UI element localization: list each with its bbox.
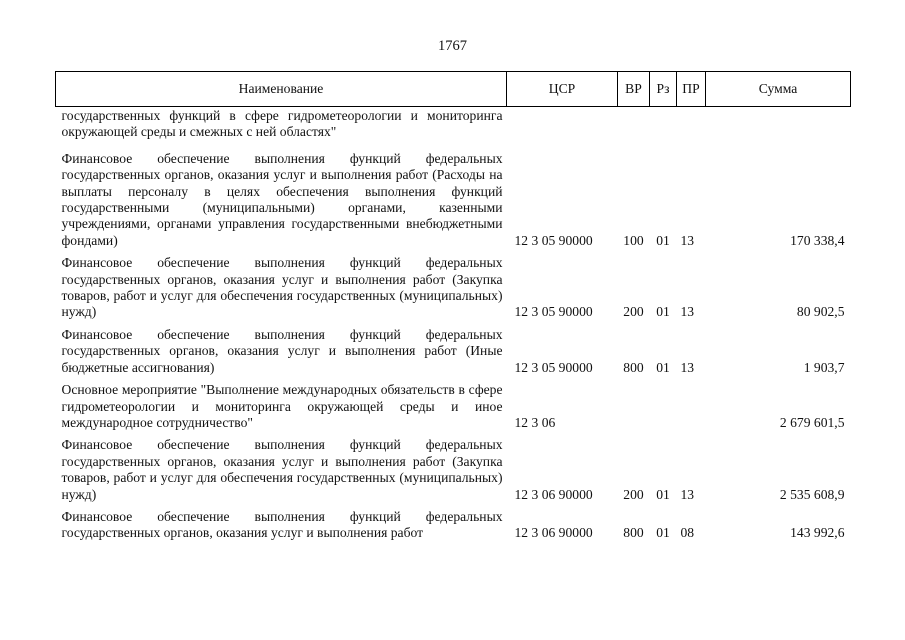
header-csr: ЦСР bbox=[507, 72, 618, 107]
table-row bbox=[56, 382, 851, 437]
row-name: Финансовое обеспечение выполнения функций федеральных государственных органов, оказания услуг и выполнения работ (Закупка товаров, работ и услуг для обеспечения государственных (муниципальных) нужд) bbox=[61, 255, 503, 320]
table-row bbox=[56, 255, 851, 327]
header-rz: Рз bbox=[650, 72, 677, 107]
budget-table bbox=[55, 71, 851, 548]
table-row bbox=[56, 151, 851, 255]
row-name: Финансовое обеспечение выполнения функций федеральных государственных органов, оказания услуг и выполнения работ (Закупка товаров, работ и услуг для обеспечения государственных (муниципальных) нужд) bbox=[61, 437, 503, 502]
row-name: Основное мероприятие "Выполнение международных обязательств в сфере гидрометеорологии и мониторинга окружающей среды и иное международное сотрудничество" bbox=[61, 382, 503, 430]
row-name: Финансовое обеспечение выполнения функций федеральных государственных органов, оказания услуг и выполнения работ bbox=[61, 508, 503, 541]
row-sum: 2 535 608,9 bbox=[779, 486, 845, 502]
row-csr bbox=[507, 107, 618, 151]
row-csr: 12 3 06 90000 bbox=[514, 525, 593, 541]
row-csr: 12 3 05 90000 bbox=[514, 359, 593, 375]
row-rz: 01 bbox=[656, 486, 670, 502]
table-row bbox=[56, 437, 851, 509]
table-row bbox=[56, 107, 851, 151]
row-rz bbox=[650, 107, 677, 151]
row-csr: 12 3 05 90000 bbox=[514, 304, 593, 320]
row-name: Финансовое обеспечение выполнения функций федеральных государственных органов, оказания услуг и выполнения работ (Расходы на выплаты персоналу в целях обеспечения выполнения функций государственными (муниципальными) органами, казенными учреждениями, органами управления государственными внебюджетными фондами) bbox=[61, 150, 503, 248]
row-vr: 200 bbox=[623, 486, 644, 502]
header-name: Наименование bbox=[56, 72, 507, 107]
row-csr: 12 3 06 bbox=[514, 414, 556, 430]
row-csr: 12 3 05 90000 bbox=[514, 232, 593, 248]
row-name: Финансовое обеспечение выполнения функций федеральных государственных органов, оказания услуг и выполнения работ (Иные бюджетные ассигнования) bbox=[61, 326, 503, 375]
row-rz: 01 bbox=[656, 304, 670, 320]
row-vr: 200 bbox=[623, 304, 644, 320]
row-rz bbox=[650, 382, 677, 437]
table-row bbox=[56, 327, 851, 382]
row-name: государственных функций в сфере гидрометеорологии и мониторинга окружающей среды и смежных с ней областях" bbox=[61, 108, 503, 140]
row-pr: 13 bbox=[680, 304, 695, 320]
row-vr bbox=[618, 107, 650, 151]
row-sum: 143 992,6 bbox=[790, 525, 845, 541]
row-vr: 800 bbox=[623, 359, 644, 375]
header-pr: ПР bbox=[677, 72, 706, 107]
table-header-row bbox=[56, 72, 851, 107]
row-rz: 01 bbox=[656, 232, 670, 248]
row-sum bbox=[706, 107, 851, 151]
row-pr: 13 bbox=[680, 486, 695, 502]
row-pr bbox=[677, 107, 706, 151]
table-row bbox=[56, 509, 851, 548]
row-sum: 1 903,7 bbox=[803, 359, 845, 375]
row-sum: 2 679 601,5 bbox=[779, 414, 845, 430]
row-sum: 80 902,5 bbox=[796, 304, 845, 320]
header-vr: ВР bbox=[618, 72, 650, 107]
row-csr: 12 3 06 90000 bbox=[514, 486, 593, 502]
row-pr: 13 bbox=[680, 232, 695, 248]
row-sum: 170 338,4 bbox=[790, 232, 845, 248]
row-rz: 01 bbox=[656, 359, 670, 375]
row-pr bbox=[677, 382, 706, 437]
row-vr: 100 bbox=[623, 232, 644, 248]
row-pr: 08 bbox=[680, 525, 695, 541]
row-vr bbox=[618, 382, 650, 437]
row-pr: 13 bbox=[680, 359, 695, 375]
row-rz: 01 bbox=[656, 525, 670, 541]
row-vr: 800 bbox=[623, 525, 644, 541]
header-sum: Сумма bbox=[706, 72, 851, 107]
page-number: 1767 bbox=[438, 38, 467, 54]
